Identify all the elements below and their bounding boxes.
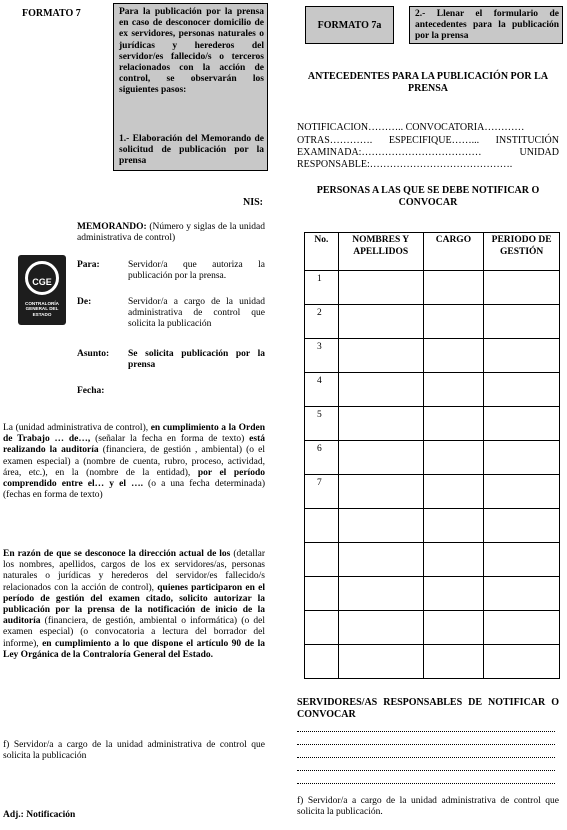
step-2-text: 2.- Llenar el formulario de antecedentes para la publicación por la prensa bbox=[415, 9, 559, 42]
dotted-line-5[interactable] bbox=[297, 774, 555, 784]
table-cell[interactable] bbox=[484, 509, 560, 543]
row-number bbox=[305, 509, 339, 543]
header-periodo: PERIODO DE GESTIÓN bbox=[484, 233, 560, 271]
row-number: 5 bbox=[305, 407, 339, 441]
table-cell[interactable] bbox=[338, 407, 423, 441]
formato-7-label: FORMATO 7 bbox=[22, 8, 81, 19]
otras-lines: OTRAS…………. ESPECIFIQUE……... INSTITUCIÓN EXAMINADA:……………………………… UNIDAD RESPONSABLE:……………………………………. bbox=[297, 135, 559, 170]
header-no: No. bbox=[305, 233, 339, 271]
table-cell[interactable] bbox=[338, 509, 423, 543]
asunto-value: Se solicita publicación por la prensa bbox=[128, 349, 265, 371]
de-label: De: bbox=[77, 297, 92, 307]
para-label: Para: bbox=[77, 260, 100, 270]
table-cell[interactable] bbox=[484, 441, 560, 475]
table-row bbox=[305, 373, 560, 407]
para-value: Servidor/a que autoriza la publicación por la prensa. bbox=[128, 260, 265, 282]
table-cell[interactable] bbox=[484, 543, 560, 577]
logo-circle-icon bbox=[25, 261, 59, 295]
table-cell[interactable] bbox=[423, 509, 484, 543]
table-cell[interactable] bbox=[423, 339, 484, 373]
right-signature: f) Servidor/a a cargo de la unidad administrativa de control que solicita la publicación. bbox=[297, 796, 559, 818]
table-cell[interactable] bbox=[423, 407, 484, 441]
instructions-box bbox=[113, 3, 268, 171]
table-cell[interactable] bbox=[338, 543, 423, 577]
nis-label: NIS: bbox=[243, 197, 264, 208]
table-cell[interactable] bbox=[338, 441, 423, 475]
memorando-label: MEMORANDO: bbox=[77, 222, 147, 232]
table-cell[interactable] bbox=[484, 305, 560, 339]
table-cell[interactable] bbox=[484, 645, 560, 679]
antecedentes-title: ANTECEDENTES PARA LA PUBLICACIÓN POR LA PRENSA bbox=[307, 71, 549, 94]
header-cargo: CARGO bbox=[423, 233, 484, 271]
row-number: 7 bbox=[305, 475, 339, 509]
personas-title: PERSONAS A LAS QUE SE DEBE NOTIFICAR O CONVOCAR bbox=[316, 185, 540, 208]
row-number: 4 bbox=[305, 373, 339, 407]
row-number bbox=[305, 577, 339, 611]
table-cell[interactable] bbox=[423, 305, 484, 339]
table-row bbox=[305, 271, 560, 305]
table-cell[interactable] bbox=[423, 475, 484, 509]
paragraph-2: En razón de que se desconoce la dirección actual de los (detallar los nombres, apellidos, cargos de los ex servidores/as, personas naturales o jurídicas y herederos del servidor/es fallecido/s relacionados con la acción de control), quienes participaron en el período de gestión del examen citado, solicito autorizar la publicación por la prensa de la notificación de inicio de la auditoría (financiera, de gestión, ambiental o informática) (o del examen especial) (o convocatoria a lectura del borrador del informe), en cumplimiento a lo que dispone el artículo 90 de la Ley Orgánica de la Contraloría General del Estado. bbox=[3, 549, 266, 660]
table-row bbox=[305, 577, 560, 611]
row-number: 3 bbox=[305, 339, 339, 373]
table-cell[interactable] bbox=[484, 577, 560, 611]
row-number bbox=[305, 611, 339, 645]
dotted-line-3[interactable] bbox=[297, 748, 555, 758]
table-cell[interactable] bbox=[484, 339, 560, 373]
contraloria-logo bbox=[18, 255, 66, 325]
table-cell[interactable] bbox=[484, 475, 560, 509]
servidores-title: SERVIDORES/AS RESPONSABLES DE NOTIFICAR O CONVOCAR bbox=[297, 697, 559, 720]
row-number bbox=[305, 645, 339, 679]
table-row bbox=[305, 543, 560, 577]
table-cell[interactable] bbox=[338, 271, 423, 305]
table-header-row bbox=[305, 233, 560, 271]
table-cell[interactable] bbox=[423, 645, 484, 679]
personas-table bbox=[304, 232, 560, 679]
memorando-desc: (Número y siglas de la unidad administrativa de control) bbox=[77, 222, 265, 244]
formato-7a-label: FORMATO 7a bbox=[317, 20, 382, 31]
table-cell[interactable] bbox=[423, 577, 484, 611]
dotted-line-1[interactable] bbox=[297, 722, 555, 732]
table-cell[interactable] bbox=[423, 373, 484, 407]
table-cell[interactable] bbox=[423, 543, 484, 577]
table-row bbox=[305, 339, 560, 373]
table-cell[interactable] bbox=[338, 475, 423, 509]
dotted-line-2[interactable] bbox=[297, 735, 555, 745]
asunto-label: Asunto: bbox=[77, 349, 110, 359]
table-cell[interactable] bbox=[338, 373, 423, 407]
table-cell[interactable] bbox=[338, 339, 423, 373]
row-number: 2 bbox=[305, 305, 339, 339]
table-cell[interactable] bbox=[484, 407, 560, 441]
logo-text: CONTRALORÍA GENERAL DEL ESTADO bbox=[25, 301, 59, 317]
paragraph-1: La (unidad administrativa de control), en cumplimiento a la Orden de Trabajo … de…, (señalar la fecha en forma de texto) está realizando la auditoría (financiera, de gestión , ambiental) (o el examen especial) a (nombre de cuenta, rubro, proceso, actividad, área, etc.), en la (nombre de la entidad), por el período comprendido entre el… y el …. (o a una fecha determinada) (fechas en forma de texto) bbox=[3, 423, 265, 501]
de-value: Servidor/a a cargo de la unidad administrativa de control que solicita la publicación bbox=[128, 297, 265, 330]
table-row bbox=[305, 441, 560, 475]
table-cell[interactable] bbox=[484, 271, 560, 305]
header-nombres: NOMBRES Y APELLIDOS bbox=[338, 233, 423, 271]
dotted-line-4[interactable] bbox=[297, 761, 555, 771]
logo-letter: CGE bbox=[32, 277, 52, 287]
table-row bbox=[305, 611, 560, 645]
formato-7a-box bbox=[305, 6, 394, 44]
table-row bbox=[305, 475, 560, 509]
table-cell[interactable] bbox=[423, 611, 484, 645]
row-number: 1 bbox=[305, 271, 339, 305]
step-1-text: 1.- Elaboración del Memorando de solicitud de publicación por la prensa bbox=[119, 134, 264, 167]
table-row bbox=[305, 305, 560, 339]
row-number: 6 bbox=[305, 441, 339, 475]
adj-notificacion: Adj.: Notificación bbox=[3, 810, 76, 820]
fecha-label: Fecha: bbox=[77, 386, 105, 396]
table-cell[interactable] bbox=[338, 305, 423, 339]
table-cell[interactable] bbox=[338, 645, 423, 679]
left-signature: f) Servidor/a a cargo de la unidad administrativa de control que solicita la publicación bbox=[3, 740, 265, 762]
table-cell[interactable] bbox=[484, 373, 560, 407]
instructions-text: Para la publicación por la prensa en caso de desconocer domicilio de ex servidores, personas naturales o jurídicas y herederos del servidor/es fallecido/s o terceros relacionados con la acción de control, se observarán los siguientes pasos: bbox=[119, 7, 264, 96]
table-cell[interactable] bbox=[484, 611, 560, 645]
step-2-box bbox=[409, 6, 563, 44]
table-row bbox=[305, 509, 560, 543]
notificacion-line: NOTIFICACIÓN……….. CONVOCATORIA………… bbox=[297, 122, 525, 133]
table-cell[interactable] bbox=[338, 611, 423, 645]
table-cell[interactable] bbox=[423, 271, 484, 305]
memorando-line bbox=[77, 222, 265, 244]
table-cell[interactable] bbox=[423, 441, 484, 475]
table-row bbox=[305, 407, 560, 441]
table-row bbox=[305, 645, 560, 679]
row-number bbox=[305, 543, 339, 577]
table-cell[interactable] bbox=[338, 577, 423, 611]
